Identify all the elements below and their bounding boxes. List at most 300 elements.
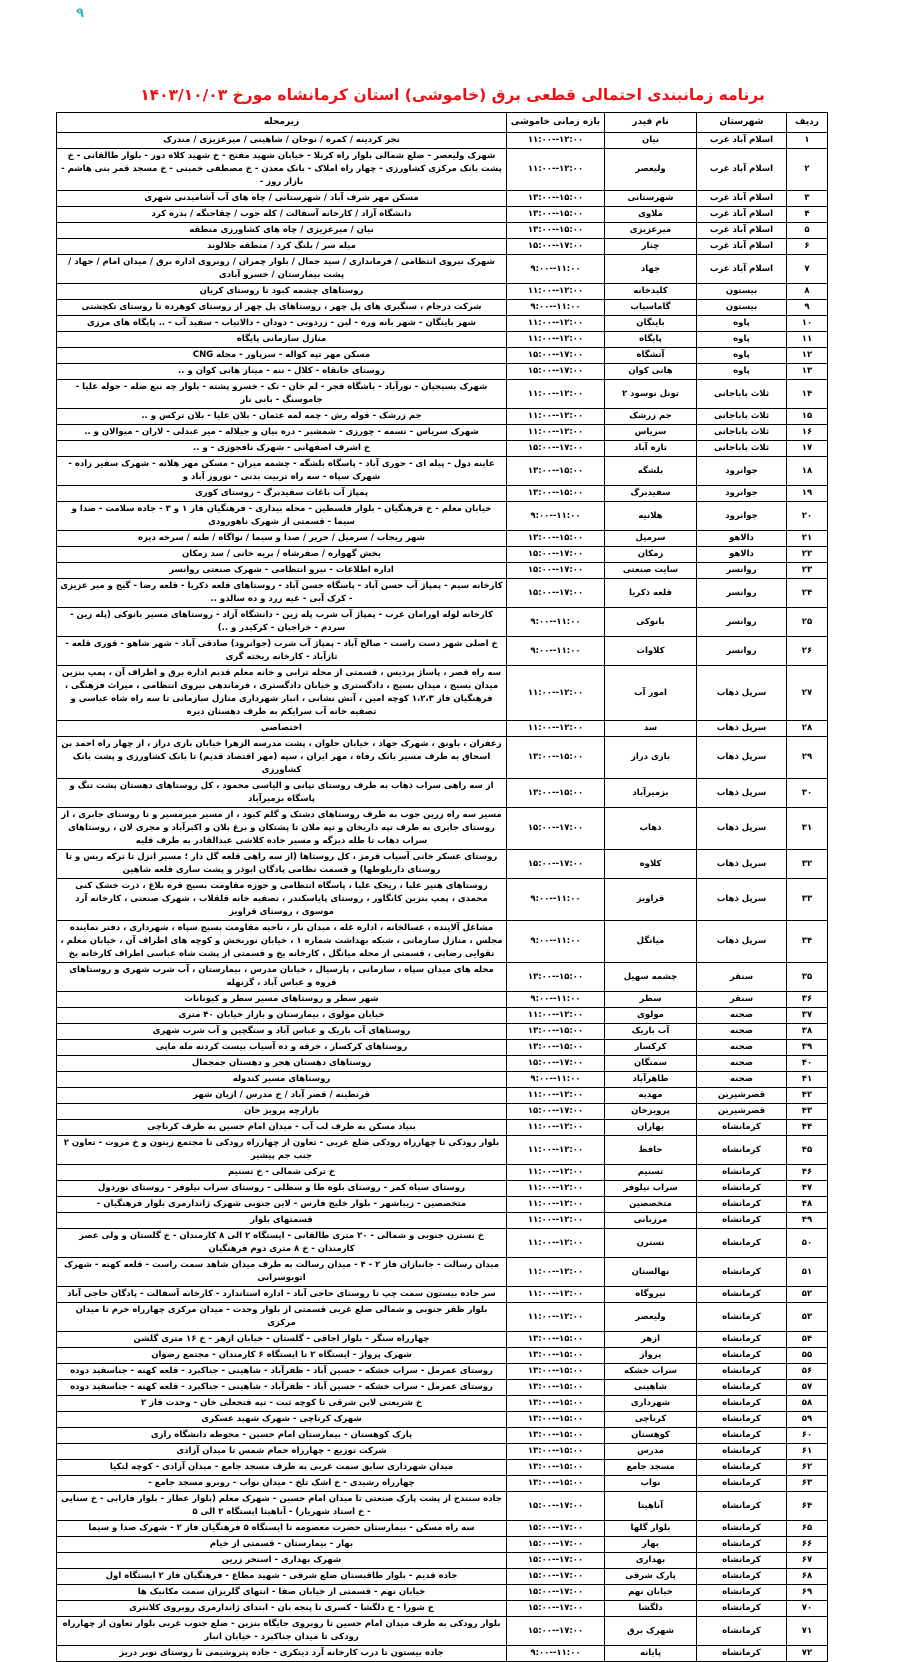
cell-county: کرمانشاه (697, 1120, 787, 1136)
cell-row-number: ۶۶ (787, 1537, 828, 1553)
table-row (57, 737, 828, 779)
cell-subarea: خیابان معلم - خ فرهنگیان - بلوار فلسطین - محله بیداری - فرهنگیان فاز ۱ و ۳ - جاده سلامت - صدا و سیما - قسمتی از شهرک ناهورودی (57, 502, 507, 531)
cell-feeder: ولیعصر (605, 1303, 697, 1332)
table-row (57, 364, 828, 380)
cell-county: اسلام آباد غرب (697, 149, 787, 191)
table-row (57, 1601, 828, 1617)
cell-subarea: پمپاژ آب باغات سفیدبرگ - روستای کوری (57, 486, 507, 502)
cell-feeder: سمنگان (605, 1056, 697, 1072)
cell-time-range (507, 380, 605, 409)
cell-subarea: قرنطینه / قصر آباد / خ مدرس / ازیان شهر (57, 1088, 507, 1104)
cell-time-range (507, 191, 605, 207)
cell-row-number: ۱۸ (787, 457, 828, 486)
cell-subarea: شهر ریجاب / سرمیل / حریر / صدا و سیما / نواگاه / طنه / سرخه دیزه (57, 531, 507, 547)
cell-county: سرپل ذهاب (697, 779, 787, 808)
cell-row-number: ۲۲ (787, 547, 828, 563)
time-range-value: ۱۳:۰۰--۱۵:۰۰ (527, 1478, 584, 1488)
cell-subarea: بنیاد مسکن به طرف لب آب - میدان امام حسین به طرف کرناچی (57, 1120, 507, 1136)
cell-subarea: مسکن مهر تپه کواله - سرپاور - محله CNG (57, 348, 507, 364)
time-range-value: ۹:۰۰--۱۱:۰۰ (530, 645, 581, 656)
cell-feeder: کوهستان (605, 1428, 697, 1444)
time-range-value: ۱۵:۰۰--۱۷:۰۰ (527, 1539, 584, 1549)
time-range-value: ۱۵:۰۰--۱۷:۰۰ (527, 858, 584, 869)
cell-subarea: خ نسترن جنوبی و شمالی - ۲۰ متری طالقانی - ایستگاه ۲ الی ۸ کارمندان - خ گلستان و ولی عصر کارمندان - خ ۸ متری دوم فرهنگیان (57, 1229, 507, 1258)
cell-subarea: روستای عمرمل - سراب خشکه - حسین آباد - ظفرآباد - شاهینی - جناکبرد - قلعه کهنه - جناسفید دوده (57, 1380, 507, 1396)
cell-time-range (507, 721, 605, 737)
table-row (57, 502, 828, 531)
cell-feeder: تونل نوسود ۲ (605, 380, 697, 409)
cell-county: پاوه (697, 316, 787, 332)
table-row (57, 1197, 828, 1213)
cell-feeder: حافظ (605, 1136, 697, 1165)
time-range-value: ۱۵:۰۰--۱۷:۰۰ (527, 823, 584, 833)
table-row (57, 531, 828, 547)
cell-row-number: ۳۸ (787, 1024, 828, 1040)
time-range-value: ۱۵:۰۰--۱۷:۰۰ (527, 443, 584, 453)
table-row (57, 1460, 828, 1476)
table-body (57, 133, 828, 1662)
time-range-value: ۱۳:۰۰--۱۵:۰۰ (527, 1382, 584, 1392)
cell-feeder: بازی دراز (605, 737, 697, 779)
cell-feeder: ملاوی (605, 207, 697, 223)
cell-county: کرمانشاه (697, 1492, 787, 1521)
cell-row-number: ۶۷ (787, 1553, 828, 1569)
cell-feeder: پایانه (605, 1646, 697, 1662)
time-range-value: ۱۱:۰۰--۱۲:۰۰ (527, 135, 584, 145)
cell-county: بیستون (697, 284, 787, 300)
cell-feeder: مولوی (605, 1008, 697, 1024)
cell-county: کرمانشاه (697, 1364, 787, 1380)
cell-time-range (507, 563, 605, 579)
table-row (57, 1428, 828, 1444)
cell-county: ثلاث باباجانی (697, 441, 787, 457)
time-range-value: ۹:۰۰--۱۱:۰۰ (530, 510, 581, 521)
table-row (57, 666, 828, 721)
cell-row-number: ۶۴ (787, 1492, 828, 1521)
cell-row-number: ۲۸ (787, 721, 828, 737)
table-row (57, 1476, 828, 1492)
cell-row-number: ۵۹ (787, 1412, 828, 1428)
cell-county: پاوه (697, 348, 787, 364)
cell-county: کرمانشاه (697, 1258, 787, 1287)
cell-feeder: سطر (605, 992, 697, 1008)
time-range-value: ۹:۰۰--۱۱:۰۰ (530, 1648, 581, 1658)
table-row (57, 149, 828, 191)
cell-county: سنقر (697, 963, 787, 992)
cell-county: کرمانشاه (697, 1521, 787, 1537)
cell-subarea: جاده قدیم - بلوار طاقبستان ضلع شرقی - شهید مطاع - فرهنگیان فاز ۲ ایستگاه اول (57, 1569, 507, 1585)
cell-feeder: کلیدخانه (605, 284, 697, 300)
time-range-value: ۱۳:۰۰--۱۵:۰۰ (527, 225, 584, 235)
cell-subarea: بلوار ظفر جنوبی و شمالی ضلع غربی قسمتی از بلوار وحدت - میدان مرکزی چهارراه خرم تا میدان مرکزی (57, 1303, 507, 1332)
cell-county: صحنه (697, 1008, 787, 1024)
cell-feeder: کرکسار (605, 1040, 697, 1056)
time-range-value: ۱۱:۰۰--۱۲:۰۰ (527, 1183, 584, 1193)
cell-feeder: کلاوات (605, 637, 697, 666)
cell-row-number: ۶۹ (787, 1585, 828, 1601)
time-range-value: ۱۵:۰۰--۱۷:۰۰ (527, 1106, 584, 1116)
cell-time-range (507, 850, 605, 879)
cell-subarea: اداره اطلاعات - نیرو انتظامی - شهرک صنعتی روانسر (57, 563, 507, 579)
table-row (57, 1537, 828, 1553)
table-row (57, 239, 828, 255)
cell-county: سرپل ذهاب (697, 721, 787, 737)
cell-time-range (507, 1056, 605, 1072)
time-range-value: ۱۳:۰۰--۱۵:۰۰ (527, 787, 584, 798)
cell-row-number: ۲۷ (787, 666, 828, 721)
cell-row-number: ۲۴ (787, 579, 828, 608)
cell-subarea: شهر باینگان - شهر بانه وره - لین - زردویی - دودان - دالانیاب - سفید آب - .. پایگاه های مرزی (57, 316, 507, 332)
cell-feeder: سرمیل (605, 531, 697, 547)
cell-county: کرمانشاه (697, 1444, 787, 1460)
cell-row-number: ۶۰ (787, 1428, 828, 1444)
table-row (57, 1024, 828, 1040)
cell-time-range (507, 1553, 605, 1569)
cell-county: کرمانشاه (697, 1197, 787, 1213)
time-range-value: ۱۱:۰۰--۱۲:۰۰ (527, 164, 584, 174)
cell-feeder: تازه آباد (605, 441, 697, 457)
cell-row-number: ۱۰ (787, 316, 828, 332)
cell-row-number: ۴۰ (787, 1056, 828, 1072)
cell-subarea: بخش گهواره / صفرشاه / بریه خانی / سد زمکان (57, 547, 507, 563)
table-row (57, 879, 828, 921)
cell-feeder: قراویز (605, 879, 697, 921)
cell-county: سرپل ذهاب (697, 921, 787, 963)
cell-time-range (507, 284, 605, 300)
time-range-value: ۹:۰۰--۱۱:۰۰ (530, 302, 581, 312)
cell-county: اسلام آباد غرب (697, 239, 787, 255)
cell-subarea: شرکت توزیع - چهارراه حمام شمس تا میدان آزادی (57, 1444, 507, 1460)
cell-time-range (507, 921, 605, 963)
cell-feeder: قلعه ذکریا (605, 579, 697, 608)
table-row (57, 1287, 828, 1303)
cell-subarea: میله سر / بلنگ کرد / منطقه جلالوند (57, 239, 507, 255)
time-range-value: ۱۳:۰۰--۱۵:۰۰ (527, 1462, 584, 1472)
cell-feeder: مسجد جامع (605, 1460, 697, 1476)
cell-time-range (507, 531, 605, 547)
time-range-value: ۱۱:۰۰--۱۲:۰۰ (527, 1237, 584, 1248)
cell-feeder: پرویزخان (605, 1104, 697, 1120)
table-row (57, 921, 828, 963)
time-range-value: ۹:۰۰--۱۱:۰۰ (530, 263, 581, 274)
time-range-value: ۱۱:۰۰--۱۲:۰۰ (527, 723, 584, 733)
cell-row-number: ۳۳ (787, 879, 828, 921)
cell-county: پاوه (697, 332, 787, 348)
cell-feeder: شهرک برق (605, 1617, 697, 1646)
cell-subarea: شرکت درجام ، سنگبری های پل چهر ، روستاهای پل چهر از روستای کوهرده تا روستای تکچشتی (57, 300, 507, 316)
cell-row-number: ۴۲ (787, 1088, 828, 1104)
time-range-value: ۱۳:۰۰--۱۵:۰۰ (527, 1366, 584, 1376)
time-range-value: ۱۳:۰۰--۱۵:۰۰ (527, 1446, 584, 1456)
cell-subarea: بهار - بیمارستان - قسمتی از خیام (57, 1537, 507, 1553)
cell-feeder: زمکان (605, 547, 697, 563)
table-row (57, 1120, 828, 1136)
cell-subarea: چهارراه سنگر - بلوار اجاقی - گلستان - خیابان ازهر - خ ۱۶ متری گلشن (57, 1332, 507, 1348)
cell-feeder: طاهرآباد (605, 1072, 697, 1088)
cell-county: کرمانشاه (697, 1136, 787, 1165)
time-range-value: ۱۱:۰۰--۱۲:۰۰ (527, 1289, 584, 1299)
cell-row-number: ۶۸ (787, 1569, 828, 1585)
cell-time-range (507, 1646, 605, 1662)
cell-subarea: قسمتهای بلوار (57, 1213, 507, 1229)
time-range-value: ۱۱:۰۰--۱۲:۰۰ (527, 687, 584, 698)
table-row (57, 1553, 828, 1569)
time-range-value: ۱۵:۰۰--۱۷:۰۰ (527, 1523, 584, 1533)
cell-subarea: جاده بیستون تا درب کارخانه آرد دینکری - جاده پتروشیمی تا روستای نوبر دریز (57, 1646, 507, 1662)
cell-time-range (507, 1181, 605, 1197)
cell-county: روانسر (697, 608, 787, 637)
cell-row-number: ۵۲ (787, 1287, 828, 1303)
table-row (57, 284, 828, 300)
cell-county: کرمانشاه (697, 1646, 787, 1662)
cell-row-number: ۳۷ (787, 1008, 828, 1024)
column-header-subarea: زیرمحله (57, 113, 507, 133)
table-row (57, 207, 828, 223)
table-row (57, 850, 828, 879)
cell-time-range (507, 133, 605, 149)
cell-time-range (507, 1428, 605, 1444)
table-row (57, 300, 828, 316)
cell-time-range (507, 486, 605, 502)
cell-row-number: ۵۰ (787, 1229, 828, 1258)
cell-subarea: شهرک پرواز - ایستگاه ۲ تا ایستگاه ۶ کارمندان - مجتمع رضوان (57, 1348, 507, 1364)
cell-row-number: ۳۵ (787, 963, 828, 992)
cell-feeder: سفیدبرگ (605, 486, 697, 502)
cell-county: اسلام آباد غرب (697, 223, 787, 239)
cell-row-number: ۴۳ (787, 1104, 828, 1120)
cell-county: اسلام آباد غرب (697, 207, 787, 223)
cell-county: دالاهو (697, 531, 787, 547)
table-row (57, 380, 828, 409)
cell-subarea: زعفران ، باونق ، شهرک جهاد ، خیابان حلوان ، پشت مدرسه الزهرا خیابان بازی دراز ، از چهار راه احمد بن اسحاق به طرف مسیر بانک رفاه ، مهر ایران ، سپه (مهر اقتصاد قدیم) تا بانک کشاورزی و پشت بانک کشاورزی (57, 737, 507, 779)
cell-time-range (507, 1537, 605, 1553)
cell-time-range (507, 316, 605, 332)
time-range-value: ۱۳:۰۰--۱۵:۰۰ (527, 1042, 584, 1052)
cell-subarea: روستاهای کرکسار ، خرقه و ده آسیاب بیست کردنه مله مایی (57, 1040, 507, 1056)
cell-subarea: منازل سازمانی پایگاه (57, 332, 507, 348)
cell-county: کرمانشاه (697, 1303, 787, 1332)
table-row (57, 637, 828, 666)
column-header-county: شهرستان (697, 113, 787, 133)
time-range-value: ۱۳:۰۰--۱۵:۰۰ (527, 209, 584, 219)
cell-row-number: ۲۵ (787, 608, 828, 637)
cell-subarea: روستاهای آب باریک و عباس آباد و سنگچین و آب شرب شهری (57, 1024, 507, 1040)
table-row (57, 1492, 828, 1521)
cell-feeder: نسترن (605, 1229, 697, 1258)
cell-subarea: خ شورا - خ دلگشا - کسری تا پنجه بان - ابتدای ژاندارمری روبروی کلانتری (57, 1601, 507, 1617)
cell-subarea: جم زرشک - قوله رش - چمه لمه عثمان - بلان علیا - بلان ترکس و .. (57, 409, 507, 425)
cell-county: کرمانشاه (697, 1569, 787, 1585)
cell-feeder: باینگان (605, 316, 697, 332)
cell-feeder: پرواز (605, 1348, 697, 1364)
cell-row-number: ۷ (787, 255, 828, 284)
cell-feeder: چشمه سهیل (605, 963, 697, 992)
time-range-value: ۱۵:۰۰--۱۷:۰۰ (527, 565, 584, 575)
time-range-value: ۱۳:۰۰--۱۵:۰۰ (527, 1430, 584, 1440)
time-range-value: ۱۵:۰۰--۱۷:۰۰ (527, 1058, 584, 1068)
cell-county: صحنه (697, 1040, 787, 1056)
cell-subarea: سه راه قصر ، پاساژ پردیس ، قسمتی از محله ترابی و خانه معلم قدیم اداره برق و اطراف آن ، پمپ بنزین میدان بسیج ، میدان بسیج ، دادگستری و خیابان دادگستری ، فرماندهی نیروی انتظامی ، میراث فرهنگی ، فرهنگیان فاز ۱،۲،۳ کوچه امین ، آتش نشانی ، انبار شهرداری منازل سازمانی تا سه راه شاه عباسی و تصفیه خانه آب سرایکم به طرف دهستان دیره (57, 666, 507, 721)
cell-time-range (507, 1601, 605, 1617)
cell-row-number: ۵۳ (787, 1303, 828, 1332)
table-row (57, 579, 828, 608)
time-range-value: ۹:۰۰--۱۱:۰۰ (530, 936, 581, 946)
cell-county: جوانرود (697, 457, 787, 486)
cell-subarea: نیان / میرعزیزی / چاه های کشاورزی منطقه (57, 223, 507, 239)
cell-time-range (507, 1120, 605, 1136)
cell-feeder: هانی کوان (605, 364, 697, 380)
table-row (57, 1165, 828, 1181)
cell-row-number: ۴۸ (787, 1197, 828, 1213)
cell-row-number: ۱۴ (787, 380, 828, 409)
cell-feeder: آب باریک (605, 1024, 697, 1040)
cell-time-range (507, 1476, 605, 1492)
cell-feeder: سریاس (605, 425, 697, 441)
cell-time-range (507, 223, 605, 239)
corner-mark: ۹ (76, 6, 84, 21)
table-row (57, 486, 828, 502)
cell-subarea: شهرک کرناچی - شهرک شهید عسکری (57, 1412, 507, 1428)
table-row (57, 1332, 828, 1348)
cell-county: روانسر (697, 637, 787, 666)
cell-row-number: ۳۱ (787, 808, 828, 850)
cell-feeder: آتشگاه (605, 348, 697, 364)
time-range-value: ۱۱:۰۰--۱۲:۰۰ (527, 1010, 584, 1020)
cell-subarea: خ شریعتی لاین شرقی تا کوچه ثبت - تپه فتحعلی خان - وحدت فاز ۲ (57, 1396, 507, 1412)
cell-subarea: دانشگاه آزاد / کارخانه آسفالت / کله جوب / چقاجنگه / بدره کرد (57, 207, 507, 223)
cell-time-range (507, 1364, 605, 1380)
cell-subarea: جاده سنندج از پشت پارک صنعتی تا میدان امام حسین - شهرک معلم (بلوار عطار - بلوار فارابی - خ سنایی - خ استاد شهریار) - آناهیتا ایستگاه ۲ الی ۵ (57, 1492, 507, 1521)
cell-subarea: مسکن مهر شرف آباد / شهرستانی / چاه های آب آشامیدنی شهری (57, 191, 507, 207)
cell-feeder: پایگاه (605, 332, 697, 348)
cell-subarea: اختصاصی (57, 721, 507, 737)
cell-subarea: محله های میدان سپاه ، سازمانی ، پارسیال ، خیابان مدرس ، بیمارستان ، آب شرب شهری و روستاهای قروه و عباس آباد ، گزنهله (57, 963, 507, 992)
cell-county: کرمانشاه (697, 1396, 787, 1412)
cell-feeder: ازهر (605, 1332, 697, 1348)
time-range-value: ۱۵:۰۰--۱۷:۰۰ (527, 1625, 584, 1636)
cell-feeder: بلشگه (605, 457, 697, 486)
time-range-value: ۱۱:۰۰--۱۲:۰۰ (527, 1122, 584, 1132)
cell-subarea: روستای سیاه کمر - روستای بلوه طا و سطلی - روستای سراب نیلوفر - روستای نوردول (57, 1181, 507, 1197)
table-row (57, 1136, 828, 1165)
time-range-value: ۱۵:۰۰--۱۷:۰۰ (527, 1500, 584, 1511)
cell-feeder: ذهاب (605, 808, 697, 850)
cell-row-number: ۴۱ (787, 1072, 828, 1088)
cell-subarea: نجر کردینه / کمره / نوجان / شاهینی / میرعزیزی / مندرک (57, 133, 507, 149)
cell-time-range (507, 1258, 605, 1287)
cell-time-range (507, 332, 605, 348)
time-range-value: ۱۳:۰۰--۱۵:۰۰ (527, 533, 584, 543)
cell-feeder: شهرداری (605, 1396, 697, 1412)
cell-row-number: ۹ (787, 300, 828, 316)
time-range-value: ۱۵:۰۰--۱۷:۰۰ (527, 587, 584, 598)
cell-time-range (507, 1024, 605, 1040)
time-range-value: ۱۱:۰۰--۱۲:۰۰ (527, 318, 584, 328)
cell-time-range (507, 1088, 605, 1104)
cell-row-number: ۴۵ (787, 1136, 828, 1165)
cell-county: قصرشیرین (697, 1104, 787, 1120)
time-range-value: ۱۱:۰۰--۱۲:۰۰ (527, 388, 584, 399)
cell-county: کرمانشاه (697, 1229, 787, 1258)
cell-feeder: نیروگاه (605, 1287, 697, 1303)
table-row (57, 1104, 828, 1120)
time-range-value: ۱۳:۰۰--۱۵:۰۰ (527, 488, 584, 498)
table-row (57, 963, 828, 992)
cell-subarea: عاینه دول - پیله ای - حوری آباد - پاسگاه بلشگه - چشمه میران - مسکن مهر هلانه - شهرک سفیر زاده - شهرک سپاه - سه راه تربیت بدنی - نوروز آباد و (57, 457, 507, 486)
cell-row-number: ۱۹ (787, 486, 828, 502)
cell-time-range (507, 1380, 605, 1396)
cell-time-range (507, 1072, 605, 1088)
cell-feeder: نهالستان (605, 1258, 697, 1287)
cell-row-number: ۳۰ (787, 779, 828, 808)
cell-feeder: بانوکی (605, 608, 697, 637)
time-range-value: ۱۵:۰۰--۱۷:۰۰ (527, 1571, 584, 1581)
header-row (57, 113, 828, 133)
cell-row-number: ۷۰ (787, 1601, 828, 1617)
time-range-value: ۹:۰۰--۱۱:۰۰ (530, 994, 581, 1004)
cell-county: روانسر (697, 579, 787, 608)
cell-subarea: بلوار رودکی تا چهارراه رودکی ضلع غربی - تعاون از چهارراه رودکی تا مجتمع زیتون و خ مروت - تعاون ۲ جنب جم پیشیر (57, 1136, 507, 1165)
table-row (57, 348, 828, 364)
cell-feeder: جهاد (605, 255, 697, 284)
table-row (57, 1056, 828, 1072)
time-range-value: ۱۳:۰۰--۱۵:۰۰ (527, 193, 584, 203)
cell-time-range (507, 808, 605, 850)
cell-row-number: ۵ (787, 223, 828, 239)
cell-row-number: ۳ (787, 191, 828, 207)
cell-time-range (507, 1197, 605, 1213)
cell-feeder: نیان (605, 133, 697, 149)
cell-time-range (507, 1460, 605, 1476)
cell-subarea: پارک کوهستان - بیمارستان امام حسین - محوطه دانشگاه رازی (57, 1428, 507, 1444)
table-row (57, 1258, 828, 1287)
cell-county: بیستون (697, 300, 787, 316)
column-header-time-range: بازه زمانی خاموشی (507, 113, 605, 133)
cell-feeder: مدرس (605, 1444, 697, 1460)
cell-row-number: ۲۶ (787, 637, 828, 666)
table-row (57, 1229, 828, 1258)
cell-subarea: شهرک نیروی انتظامی / فرمانداری / سید جمال / بلوار چمران / روبروی اداره برق / میدان امام / جهاد / پشت بیمارستان / خسرو آبادی (57, 255, 507, 284)
cell-row-number: ۵۶ (787, 1364, 828, 1380)
time-range-value: ۱۵:۰۰--۱۷:۰۰ (527, 366, 584, 376)
cell-time-range (507, 547, 605, 563)
time-range-value: ۱۳:۰۰--۱۵:۰۰ (527, 1414, 584, 1424)
cell-time-range (507, 879, 605, 921)
cell-row-number: ۴۶ (787, 1165, 828, 1181)
cell-subarea: روستای خانقاه - کلال - ننه - میناز هانی کوان و .. (57, 364, 507, 380)
cell-time-range (507, 1348, 605, 1364)
cell-feeder: بزمیرآباد (605, 779, 697, 808)
cell-county: سرپل ذهاب (697, 737, 787, 779)
cell-subarea: سر جاده بیستون سمت چپ تا روستای حاجی آباد - اداره استاندارد - کارخانه آسفالت - پادگان حاجی آباد (57, 1287, 507, 1303)
cell-subarea: روستاهای دهستان هجر و دهستان جمجمال (57, 1056, 507, 1072)
cell-county: صحنه (697, 1056, 787, 1072)
table-row (57, 1380, 828, 1396)
cell-feeder: جم زرشک (605, 409, 697, 425)
cell-row-number: ۱ (787, 133, 828, 149)
cell-feeder: نواب (605, 1476, 697, 1492)
cell-time-range (507, 1521, 605, 1537)
cell-feeder: میرعزیزی (605, 223, 697, 239)
cell-row-number: ۱۲ (787, 348, 828, 364)
cell-row-number: ۱۷ (787, 441, 828, 457)
cell-feeder: بلوار گلها (605, 1521, 697, 1537)
table-row (57, 608, 828, 637)
cell-feeder: سراب نیلوفر (605, 1181, 697, 1197)
cell-county: کرمانشاه (697, 1428, 787, 1444)
table-row (57, 191, 828, 207)
cell-time-range (507, 149, 605, 191)
